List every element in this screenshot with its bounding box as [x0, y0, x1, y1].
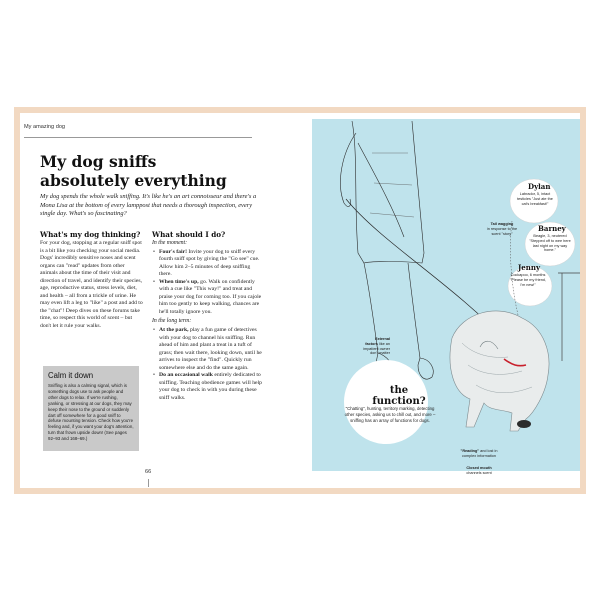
- bullet-text: go. Walk on confidently with a cue like "This way!" and treat and praise your dog for coming too. If you cajole him too gently to keep walking, chances are he'll totally ignore you.: [159, 278, 262, 315]
- closed-mouth-text: channels scent: [466, 470, 492, 475]
- folio-rule: [148, 479, 149, 487]
- lamppost-outline: [558, 273, 580, 361]
- moment-list: [152, 249, 262, 317]
- running-head: My amazing dog: [24, 124, 66, 130]
- bullet-text: Invite your dog to sniff every fourth sniff spot by giving the "Go see" cue. Allow him 2–5 minutes of deep sniffing there.: [159, 248, 260, 278]
- leash-loop: [358, 143, 404, 237]
- external-factors-text: like an impatient owner don't matter: [363, 341, 390, 356]
- closed-mouth-label: [460, 466, 498, 476]
- function-title-line-2: function?: [372, 396, 426, 407]
- list-item: [159, 327, 262, 372]
- owner-shoe-right: [418, 358, 433, 379]
- standfirst: My dog spends the whole walk sniffing. It's like he's an art connoisseur and there's a Mona Lisa at the bottom of every lamppost that needs a thorough inspection, every single day. What's so fascinating?: [40, 193, 257, 218]
- function-body: "Chatting", hunting, territory marking, detecting other species, asking us to chill out, and more – sniffing has an array of functions for dogs.: [344, 406, 436, 423]
- jenny-text: Cockapoo, 6 months "Please be my friend, I'm new!": [510, 273, 546, 287]
- page-number: 66: [145, 469, 152, 475]
- dress-fold-lines: [370, 153, 414, 217]
- tail-wagging-text: in response to the scent "story": [486, 226, 518, 236]
- dylan-name: Dylan: [528, 182, 551, 191]
- calm-it-down-box: [43, 366, 139, 451]
- external-factors-lead: External: [375, 337, 390, 341]
- owner-dress-outline: [352, 121, 424, 263]
- function-title: [369, 385, 429, 407]
- header-rule: [24, 137, 252, 138]
- list-item: [159, 279, 262, 317]
- page-title: [40, 152, 260, 190]
- bullet-lead: Do an occasional walk: [159, 372, 213, 379]
- tail-wagging-lead: Tail wagging: [490, 222, 514, 226]
- column-1-heading: What's my dog thinking?: [40, 230, 141, 239]
- dog-figure: [450, 311, 549, 431]
- owner-arm-outline: [340, 133, 356, 206]
- list-item: [159, 249, 262, 279]
- external-factors-lead-2: factors: [365, 341, 378, 346]
- long-term-list: [152, 327, 262, 402]
- bullet-text: play a fun game of detectives with your dog to channel his sniffing. Run ahead of him and plant a treat in a tuft of grass; then wait there, looking down, until he arrives to inspect the "find". Quickly run somewhere else and do the same again.: [159, 327, 262, 371]
- column-1-body: For your dog, stopping at a regular sniff spot is a bit like you checking your social media. Dogs' incredibly sensitive noses and scent organs can "read" updates from other animals about the time of their visit and direction of travel, and identify their species, age, reproductive status, stress levels, diet, and health – all from a trickle of urine. He may even lift a leg to "like" a post and add to the "chat"! Deep dives on these forums take time, so respect this world of scent – but don't let it rule your walks.: [40, 240, 143, 330]
- external-factors-label: [356, 337, 390, 356]
- bullet-lead: At the park,: [159, 327, 189, 334]
- reading-lead: "Reading": [460, 449, 480, 453]
- function-title-line-1: the: [389, 385, 409, 396]
- calm-box-title: Calm it down: [48, 371, 94, 380]
- column-1: [40, 230, 143, 331]
- bullet-lead: When time's up,: [159, 278, 199, 285]
- reading-label: [456, 449, 502, 459]
- in-the-moment-label: In the moment:: [152, 240, 188, 246]
- closed-mouth-lead: Closed mouth: [466, 466, 492, 470]
- dog-nose: [517, 420, 531, 428]
- dog-and-owner-illustration: [312, 113, 580, 488]
- tail-wagging-label: [485, 222, 519, 236]
- list-item: [159, 372, 262, 402]
- reading-text: and lost in complex information: [462, 449, 498, 458]
- barney-text: Beagle, 3, neutered "Stepped off to wee here last night on my way home.": [529, 234, 571, 253]
- title-line-2: absolutely everything: [40, 171, 227, 190]
- barney-name: Barney: [538, 224, 566, 233]
- calm-box-body: Sniffing is also a calming signal, which is something dogs use to ask people and other dogs to relax. If we're rushing, yanking, or stressing at our dogs, they may keep their nose to the ground or suddenly dart off somewhere for a good sniff to defuse mounting tension. Check how you're feeling and, if you want your dog's attention, turn that frown upside down! (See pages 92–93 and 168–69.): [48, 383, 134, 442]
- in-the-long-term-label: In the long term:: [152, 318, 192, 325]
- bullet-lead: Four's fair!: [159, 248, 187, 255]
- column-2: [152, 230, 262, 404]
- title-line-1: My dog sniffs: [40, 152, 157, 171]
- bullet-text: entirely dedicated to sniffing. Teaching obedience games will help your dog to check in with you during these sniff walks.: [159, 372, 263, 401]
- jenny-name: Jenny: [518, 263, 541, 272]
- column-2-heading: What should I do?: [152, 230, 226, 239]
- dylan-text: Labrador, 5, intact testicles "Just ate the cat's breakfast!": [517, 192, 553, 206]
